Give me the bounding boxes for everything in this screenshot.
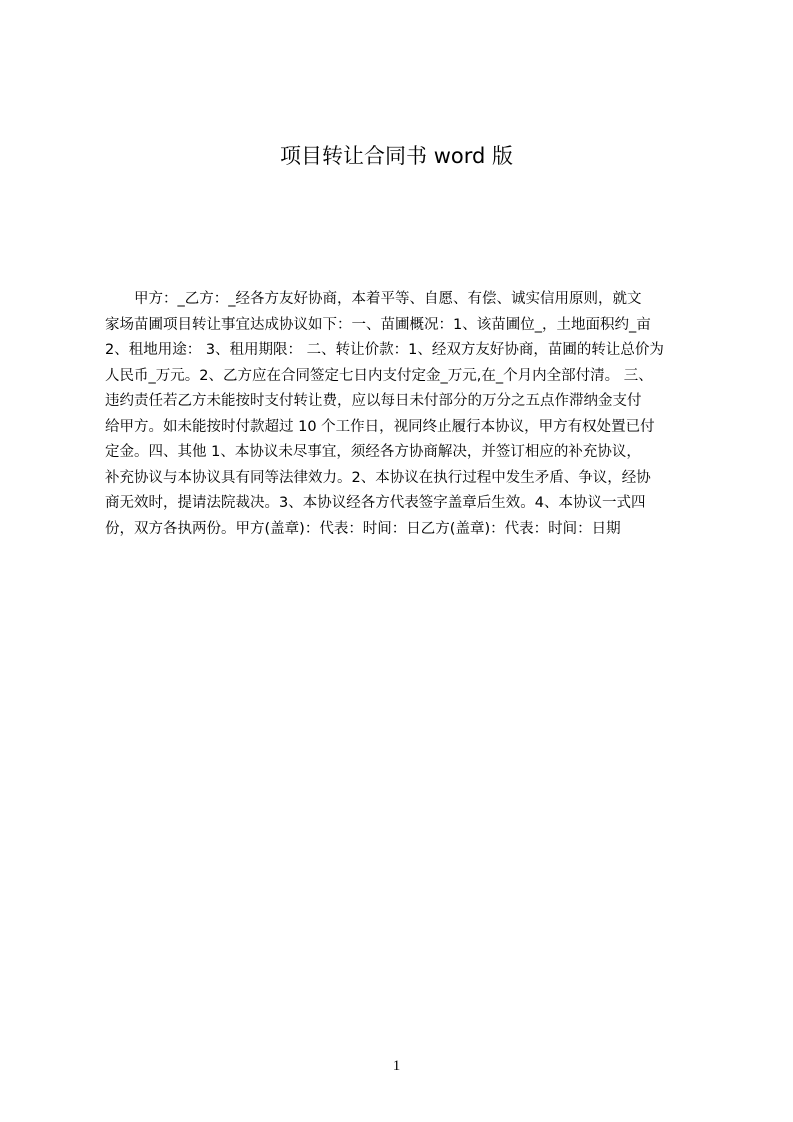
body-line: 定金。四、其他 1、本协议未尽事宜，须经各方协商解决，并签订相应的补充协议， bbox=[105, 444, 641, 460]
body-line: 家场苗圃项目转让事宜达成协议如下：一、苗圃概况：1、该苗圃位_，土地面积约_亩 bbox=[105, 316, 651, 333]
document-title: 项目转让合同书 word 版 bbox=[280, 144, 513, 168]
body-line: 2、租地用途： 3、租用期限： 二、转让价款：1、经双方友好协商，苗圃的转让总价为 bbox=[105, 342, 664, 358]
body-line: 商无效时，提请法院裁决。3、本协议经各方代表签字盖章后生效。4、本协议一式四 bbox=[105, 495, 646, 511]
body-line: 人民币_万元。2、乙方应在合同签定七日内支付定金_万元,在_个月内全部付清。 三、 bbox=[105, 367, 653, 384]
page-number: 1 bbox=[392, 1058, 401, 1074]
body-line: 违约责任若乙方未能按时支付转让费，应以每日未付部分的万分之五点作滞纳金支付 bbox=[105, 393, 642, 409]
body-line: 份，双方各执两份。甲方(盖章)：代表：时间：日乙方(盖章)：代表：时间：日期 bbox=[105, 520, 621, 537]
body-line: 补充协议与本协议具有同等法律效力。2、本协议在执行过程中发生矛盾、争议，经协 bbox=[105, 469, 651, 486]
body-line: 甲方：_乙方：_经各方友好协商，本着平等、自愿、有偿、诚实信用原则，就文 bbox=[105, 291, 642, 307]
body-line: 给甲方。如未能按时付款超过 10 个工作日，视同终止履行本协议，甲方有权处置已付 bbox=[105, 418, 655, 435]
contract-body bbox=[105, 287, 691, 542]
